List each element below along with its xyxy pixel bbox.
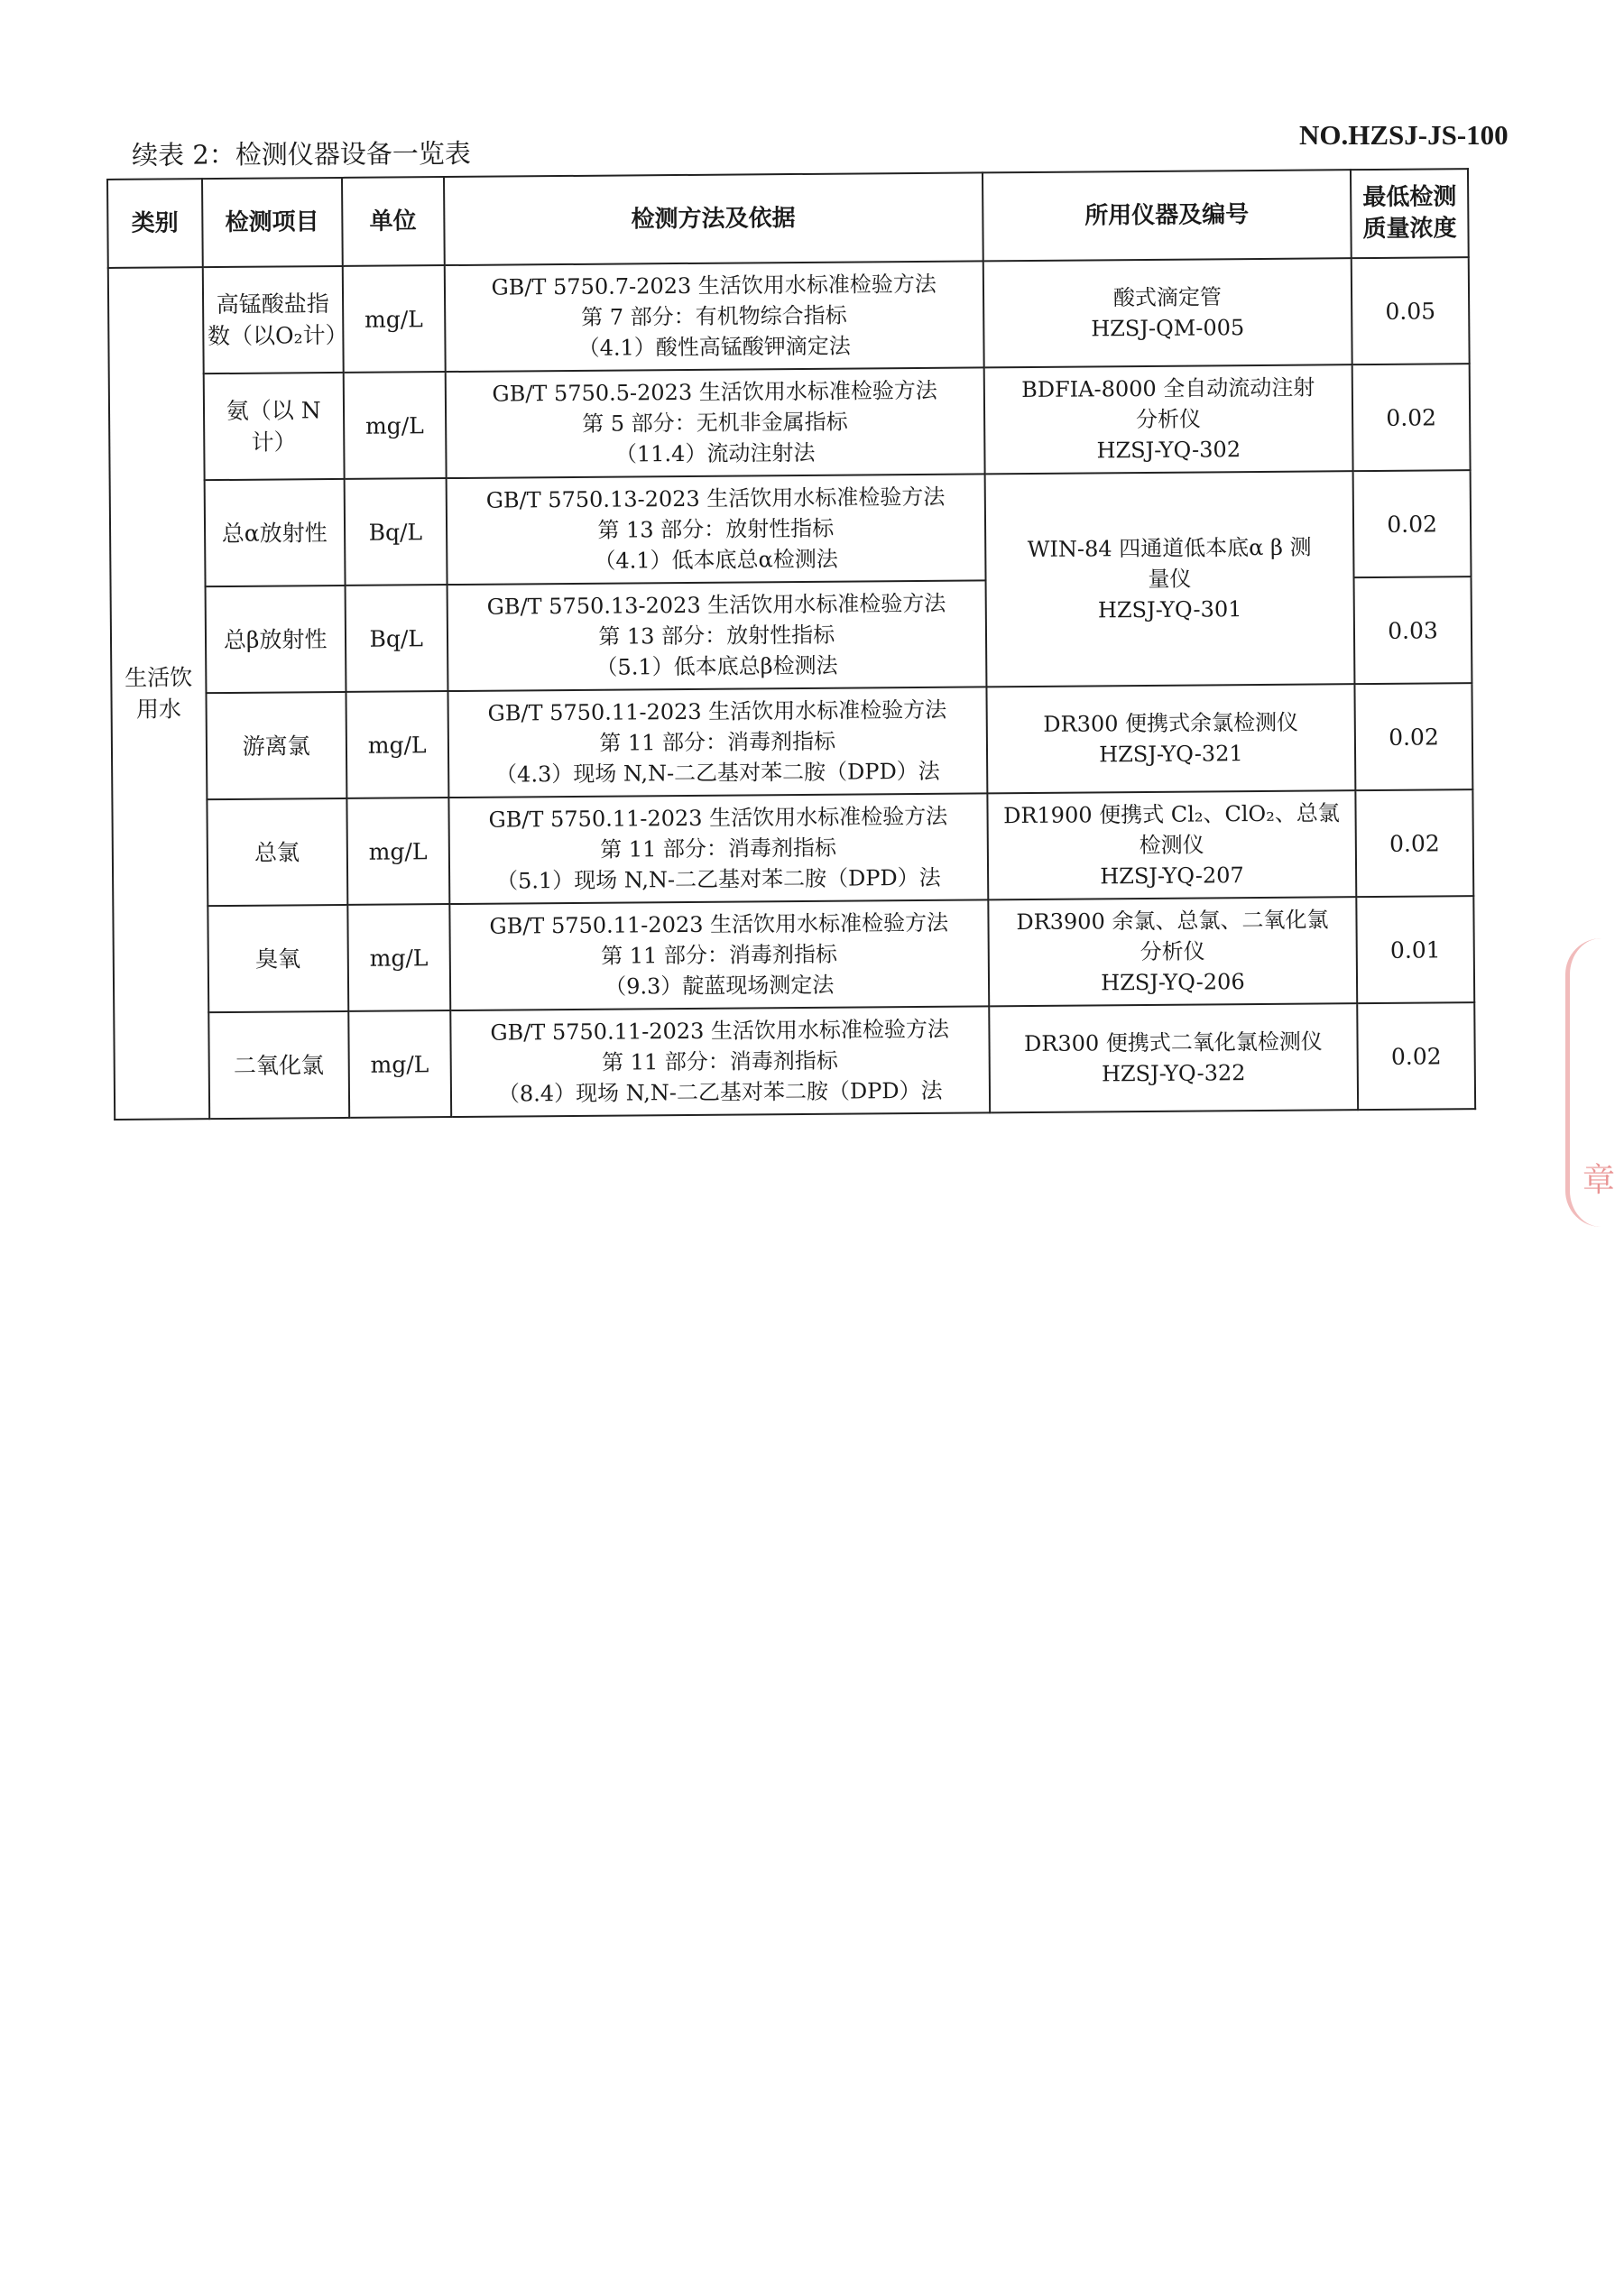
header-row [107, 169, 1469, 268]
unit-cell: mg/L [347, 904, 450, 1011]
method-line: （8.4）现场 N,N-二乙基对苯二胺（DPD）法 [497, 1077, 943, 1107]
min-conc-cell: 0.05 [1352, 257, 1470, 364]
instrument-line: HZSJ-YQ-301 [1097, 596, 1242, 623]
method-line: 第 7 部分：有机物综合指标 [581, 302, 847, 330]
instrument-line: DR3900 余氯、总氯、二氧化氯 [1016, 907, 1329, 936]
method-line: GB/T 5750.5-2023 生活饮用水标准检验方法 [492, 377, 937, 407]
header-unit: 单位 [342, 177, 445, 266]
min-conc-cell: 0.01 [1356, 896, 1474, 1003]
method-line: （9.3）靛蓝现场测定法 [604, 972, 835, 1000]
item-cell: 高锰酸盐指数（以O₂计） [202, 266, 343, 374]
instrument-line: BDFIA-8000 全自动流动注射 [1021, 374, 1315, 403]
unit-cell: mg/L [346, 798, 449, 905]
method-line: （11.4）流动注射法 [614, 439, 816, 467]
item-cell: 总α放射性 [204, 479, 345, 586]
instrument-line: 酸式滴定管 [1112, 284, 1223, 311]
method-line: 第 11 部分：消毒剂指标 [601, 1047, 838, 1075]
instrument-cell [988, 897, 1357, 1006]
instrument-line: 分析仪 [1135, 406, 1202, 433]
unit-cell: mg/L [343, 372, 446, 479]
instrument-cell [983, 364, 1352, 474]
instrument-line: WIN-84 四通道低本底α β 测 [1027, 534, 1312, 562]
instrument-line: 量仪 [1148, 566, 1192, 592]
header-method: 检测方法及依据 [444, 172, 983, 265]
method-line: GB/T 5750.7-2023 生活饮用水标准检验方法 [491, 271, 937, 300]
item-cell: 氨（以 N 计） [203, 373, 344, 480]
method-cell [446, 474, 985, 585]
unit-cell: mg/L [342, 265, 445, 373]
method-line: （4.3）现场 N,N-二乙基对苯二胺（DPD）法 [495, 758, 940, 788]
header-min-conc: 最低检测质量浓度 [1351, 169, 1469, 258]
method-line: 第 13 部分：放射性指标 [598, 622, 835, 650]
item-cell: 总β放射性 [205, 586, 346, 693]
min-conc-cell: 0.03 [1354, 576, 1472, 684]
method-line: （4.1）低本底总α检测法 [594, 546, 838, 574]
instrument-line: HZSJ-YQ-207 [1100, 862, 1244, 890]
table-row [113, 896, 1474, 1013]
instrument-line: 检测仪 [1139, 832, 1204, 859]
method-line: （4.1）酸性高锰酸钾滴定法 [577, 333, 851, 361]
method-line: （5.1）现场 N,N-二乙基对苯二胺（DPD）法 [495, 864, 941, 894]
method-line: GB/T 5750.11-2023 生活饮用水标准检验方法 [489, 909, 949, 939]
item-cell: 臭氧 [208, 905, 348, 1012]
table-caption: 续表 2：检测仪器设备一览表 [132, 138, 471, 171]
table-row [109, 364, 1471, 481]
method-line: GB/T 5750.11-2023 生活饮用水标准检验方法 [490, 1016, 950, 1046]
method-line: GB/T 5750.13-2023 生活饮用水标准检验方法 [485, 484, 946, 513]
table-row [114, 1002, 1475, 1120]
unit-cell: Bq/L [345, 585, 448, 692]
document-number: NO.HZSJ-JS-100 [1299, 119, 1509, 151]
table-row [110, 470, 1472, 587]
item-cell: 游离氯 [206, 692, 346, 799]
method-line: 第 13 部分：放射性指标 [597, 515, 835, 543]
method-line: 第 11 部分：消毒剂指标 [599, 728, 836, 756]
instrument-line: HZSJ-YQ-322 [1101, 1060, 1246, 1087]
table-row [112, 789, 1473, 907]
instrument-line: DR300 便携式二氧化氯检测仪 [1023, 1028, 1323, 1057]
min-conc-cell: 0.02 [1355, 683, 1473, 790]
unit-cell: mg/L [346, 691, 448, 798]
header-category: 类别 [107, 179, 202, 268]
method-cell [449, 899, 989, 1010]
method-line: GB/T 5750.11-2023 生活饮用水标准检验方法 [488, 803, 948, 833]
instrument-line: HZSJ-QM-005 [1091, 315, 1245, 342]
method-cell [445, 261, 984, 372]
method-line: 第 5 部分：无机非金属指标 [582, 409, 848, 437]
instrument-cell [984, 471, 1354, 687]
unit-cell: mg/L [348, 1010, 451, 1118]
header-item: 检测项目 [202, 178, 343, 267]
method-line: 第 11 部分：消毒剂指标 [601, 941, 838, 969]
instrument-line: HZSJ-YQ-321 [1099, 741, 1243, 768]
instrument-table [106, 168, 1476, 1121]
unit-cell: Bq/L [344, 478, 447, 586]
instrument-line: DR1900 便携式 Cl₂、ClO₂、总氯 [1003, 800, 1340, 829]
min-conc-cell: 0.02 [1355, 789, 1473, 897]
min-conc-cell: 0.02 [1353, 470, 1472, 577]
item-cell: 总氯 [207, 798, 347, 906]
method-cell [445, 367, 984, 478]
instrument-cell [986, 684, 1355, 793]
instrument-table-wrapper [106, 168, 1476, 1121]
method-cell [448, 687, 987, 798]
instrument-cell [987, 790, 1356, 899]
category-cell: 生活饮用水 [108, 267, 209, 1120]
item-cell: 二氧化氯 [208, 1011, 349, 1119]
method-cell [448, 793, 988, 904]
header-instrument: 所用仪器及编号 [983, 170, 1352, 261]
red-seal-stamp [1565, 938, 1624, 1227]
method-cell [447, 580, 986, 691]
method-line: 第 11 部分：消毒剂指标 [600, 835, 837, 862]
method-line: （5.1）低本底总β检测法 [595, 652, 838, 680]
method-line: GB/T 5750.13-2023 生活饮用水标准检验方法 [486, 590, 946, 620]
method-line: GB/T 5750.11-2023 生活饮用水标准检验方法 [487, 696, 947, 726]
instrument-line: DR300 便携式余氯检测仪 [1043, 709, 1299, 737]
min-conc-cell: 0.02 [1352, 364, 1471, 471]
instrument-cell [989, 1003, 1358, 1112]
instrument-line: HZSJ-YQ-206 [1101, 969, 1245, 996]
stamp-text: 章 [1582, 1162, 1616, 1199]
table-row [111, 683, 1472, 800]
table-row [108, 257, 1470, 374]
method-cell [450, 1006, 990, 1117]
instrument-line: HZSJ-YQ-302 [1096, 437, 1241, 464]
instrument-line: 分析仪 [1140, 938, 1205, 965]
instrument-cell [983, 258, 1352, 367]
min-conc-cell: 0.02 [1357, 1002, 1475, 1110]
